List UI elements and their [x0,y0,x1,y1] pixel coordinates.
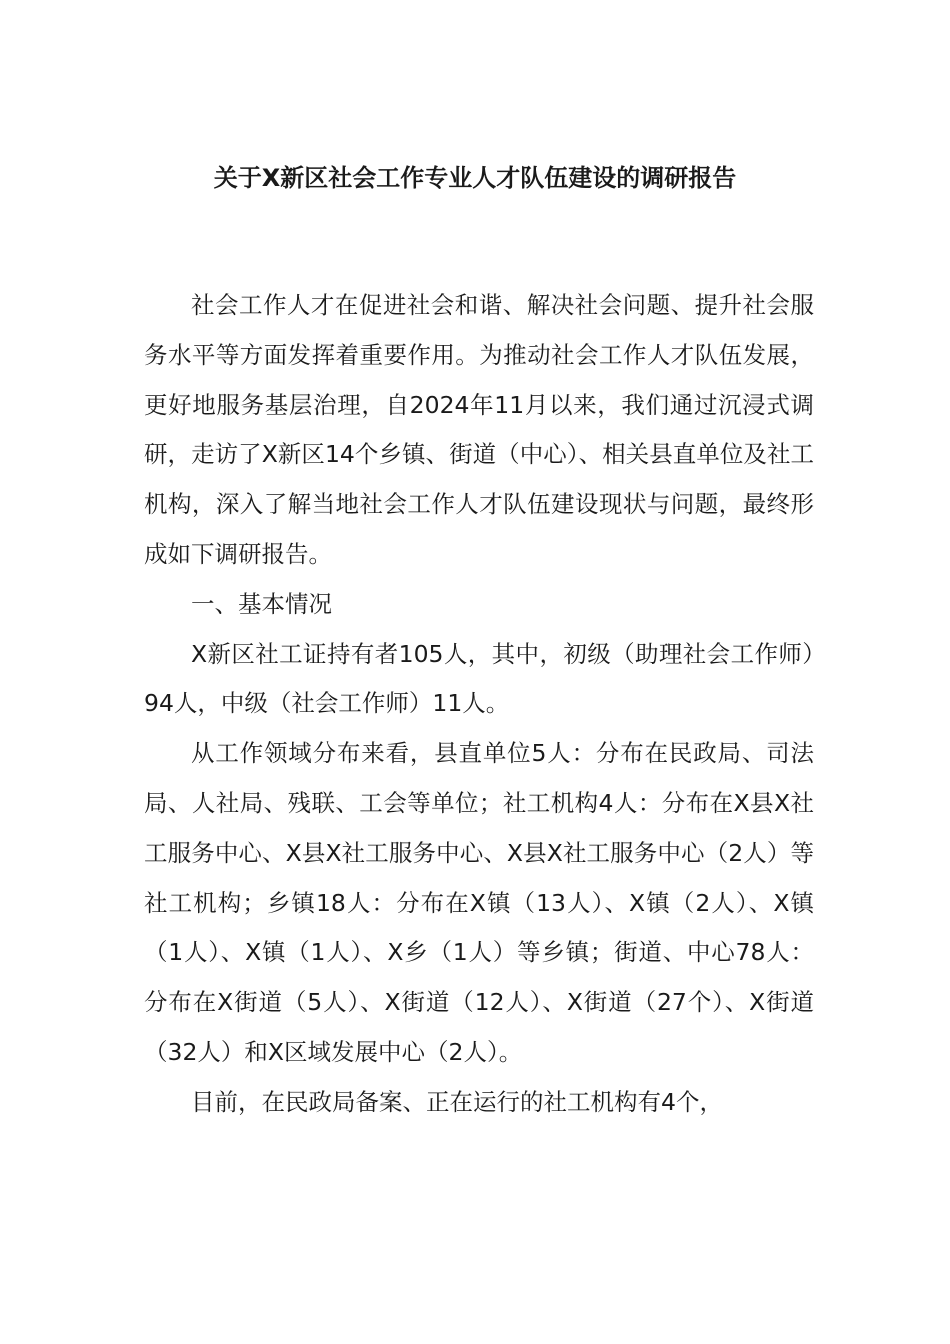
section-heading-basic-situation: 一、基本情况 [191,589,332,618]
paragraph-intro: 社会工作人才在促进社会和谐、解决社会问题、提升社会服务水平等方面发挥着重要作用。为推动社会工作人才队伍发展，更好地服务基层治理，自2024年11月以来，我们通过沉浸式调研，走访了X新区14个乡镇、街道（中心）、相关县直单位及社工机构，深入了解当地社会工作人才队伍建设现状与问题，最终形成如下调研报告。 [144,291,814,568]
document-body [144,281,814,1128]
document-title: 关于X新区社会工作专业人才队伍建设的调研报告 [213,164,737,192]
paragraph-field-distribution: 从工作领域分布来看，县直单位5人：分布在民政局、司法局、人社局、残联、工会等单位；社工机构4人：分布在X县X社工服务中心、X县X社工服务中心、X县X社工服务中心（2人）等社工机构；乡镇18人：分布在X镇（13人）、X镇（2人）、X镇（1人）、X镇（1人）、X乡（1人）等乡镇；街道、中心78人：分布在X街道（5人）、X街道（12人）、X街道（27个）、X街道（32人）和X区域发展中心（2人）。 [144,739,814,1066]
paragraph-social-work-agencies: 目前，在民政局备案、正在运行的社工机构有4个， [191,1087,723,1116]
paragraph-certificate-holders: X新区社工证持有者105人，其中，初级（助理社会工作师）94人，中级（社会工作师）11人。 [144,639,814,718]
